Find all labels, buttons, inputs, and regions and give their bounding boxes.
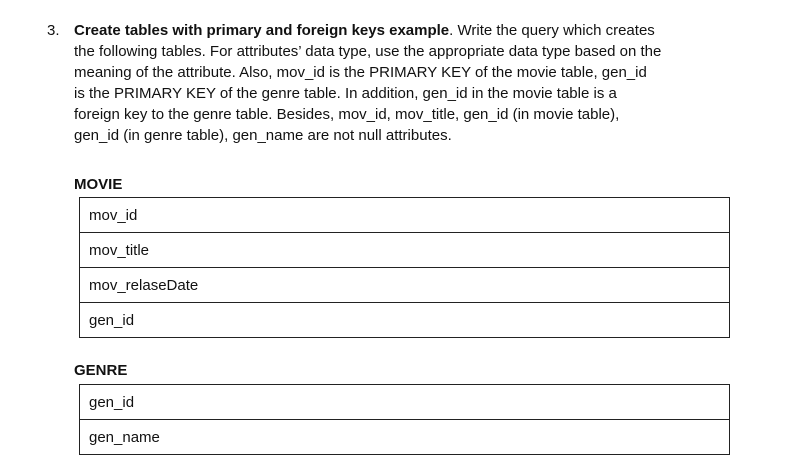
question-text <box>74 20 734 146</box>
movie-attribute-row: mov_id <box>89 206 138 224</box>
question-number: 3. <box>47 22 60 39</box>
genre-table <box>79 384 730 455</box>
genre-attribute-row: gen_id <box>89 393 135 411</box>
question-line-2: the following tables. For attributes’ data type, use the appropriate data type based on the <box>74 43 662 60</box>
question-line-4: is the PRIMARY KEY of the genre table. In addition, gen_id in the movie table is a <box>74 85 617 102</box>
question-title: Create tables with primary and foreign keys example <box>74 22 450 39</box>
movie-table-title: MOVIE <box>74 176 123 193</box>
question-line-1 <box>74 20 734 41</box>
movie-attribute-row: gen_id <box>80 302 729 337</box>
question-line-3: meaning of the attribute. Also, mov_id is the PRIMARY KEY of the movie table, gen_id <box>74 64 647 81</box>
question-line-5: foreign key to the genre table. Besides, mov_id, mov_title, gen_id (in movie table), <box>74 106 620 123</box>
question-line-6: gen_id (in genre table), gen_name are not null attributes. <box>74 127 452 144</box>
question-line-1-rest: . Write the query which creates <box>449 22 655 39</box>
movie-attribute-row: mov_title <box>80 232 729 267</box>
movie-attribute-row: mov_relaseDate <box>80 267 729 302</box>
movie-table <box>79 197 730 338</box>
genre-table-title: GENRE <box>74 362 128 379</box>
genre-attribute-row: gen_name <box>80 419 729 454</box>
